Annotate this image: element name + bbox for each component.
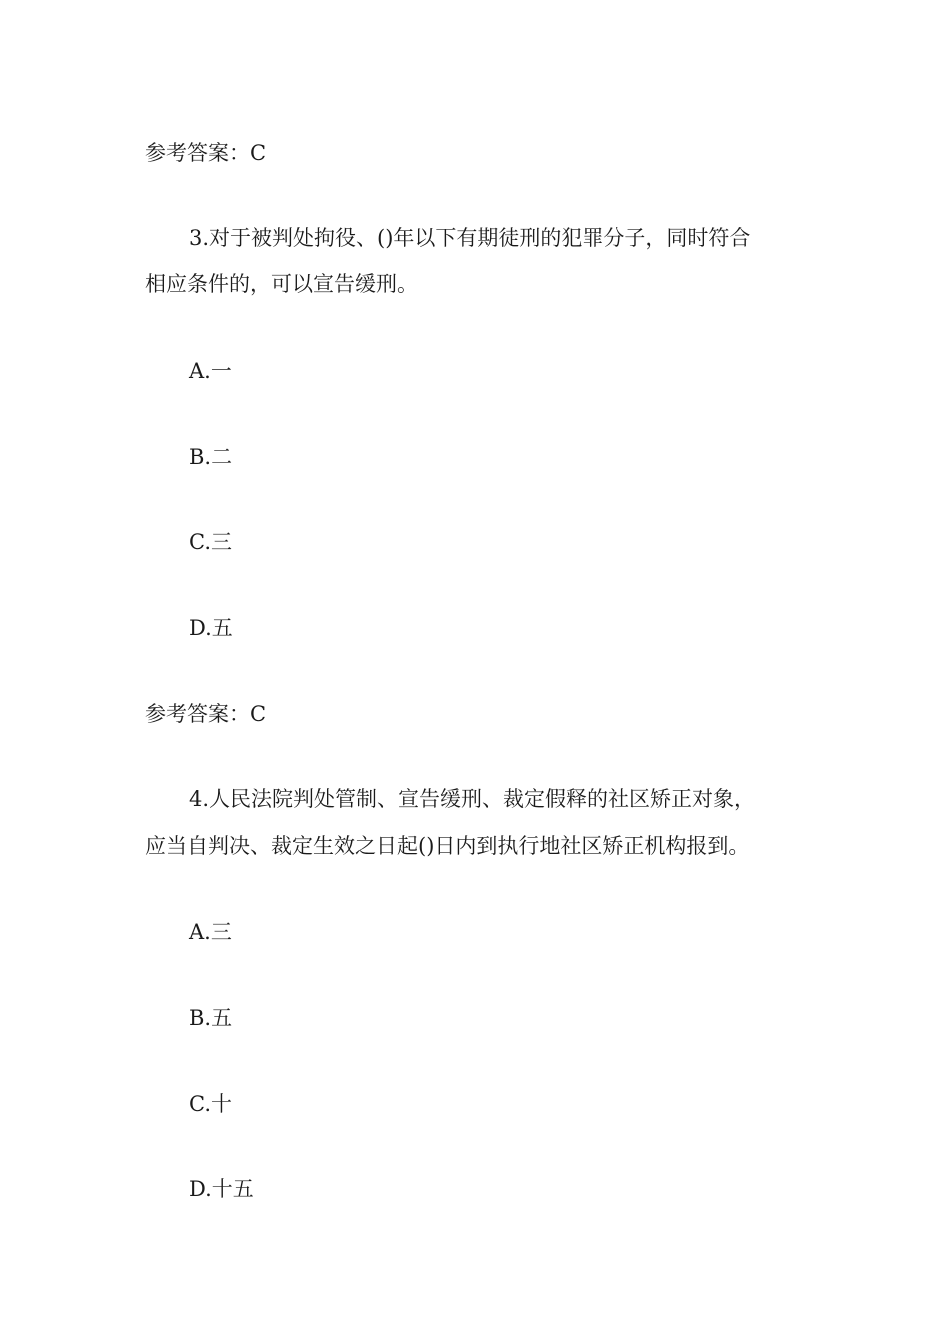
option-c: C.三 bbox=[189, 530, 232, 554]
question-text-continued: 相应条件的，可以宣告缓刑。 bbox=[145, 272, 418, 296]
option-b: B.二 bbox=[189, 445, 233, 469]
answer-text: 参考答案：C bbox=[145, 702, 267, 726]
option-d: D.十五 bbox=[189, 1177, 254, 1201]
option-b: B.五 bbox=[189, 1006, 233, 1030]
question-text-continued: 应当自判决、裁定生效之日起()日内到执行地社区矫正机构报到。 bbox=[145, 834, 750, 858]
option-a: A.一 bbox=[189, 359, 232, 383]
option-d: D.五 bbox=[189, 616, 233, 640]
option-c: C.十 bbox=[189, 1092, 232, 1116]
question-text: 3.对于被判处拘役、()年以下有期徒刑的犯罪分子，同时符合 bbox=[189, 226, 751, 250]
answer-text: 参考答案：C bbox=[145, 141, 267, 165]
option-a: A.三 bbox=[189, 920, 232, 944]
question-text: 4.人民法院判处管制、宣告缓刑、裁定假释的社区矫正对象， bbox=[189, 787, 756, 811]
